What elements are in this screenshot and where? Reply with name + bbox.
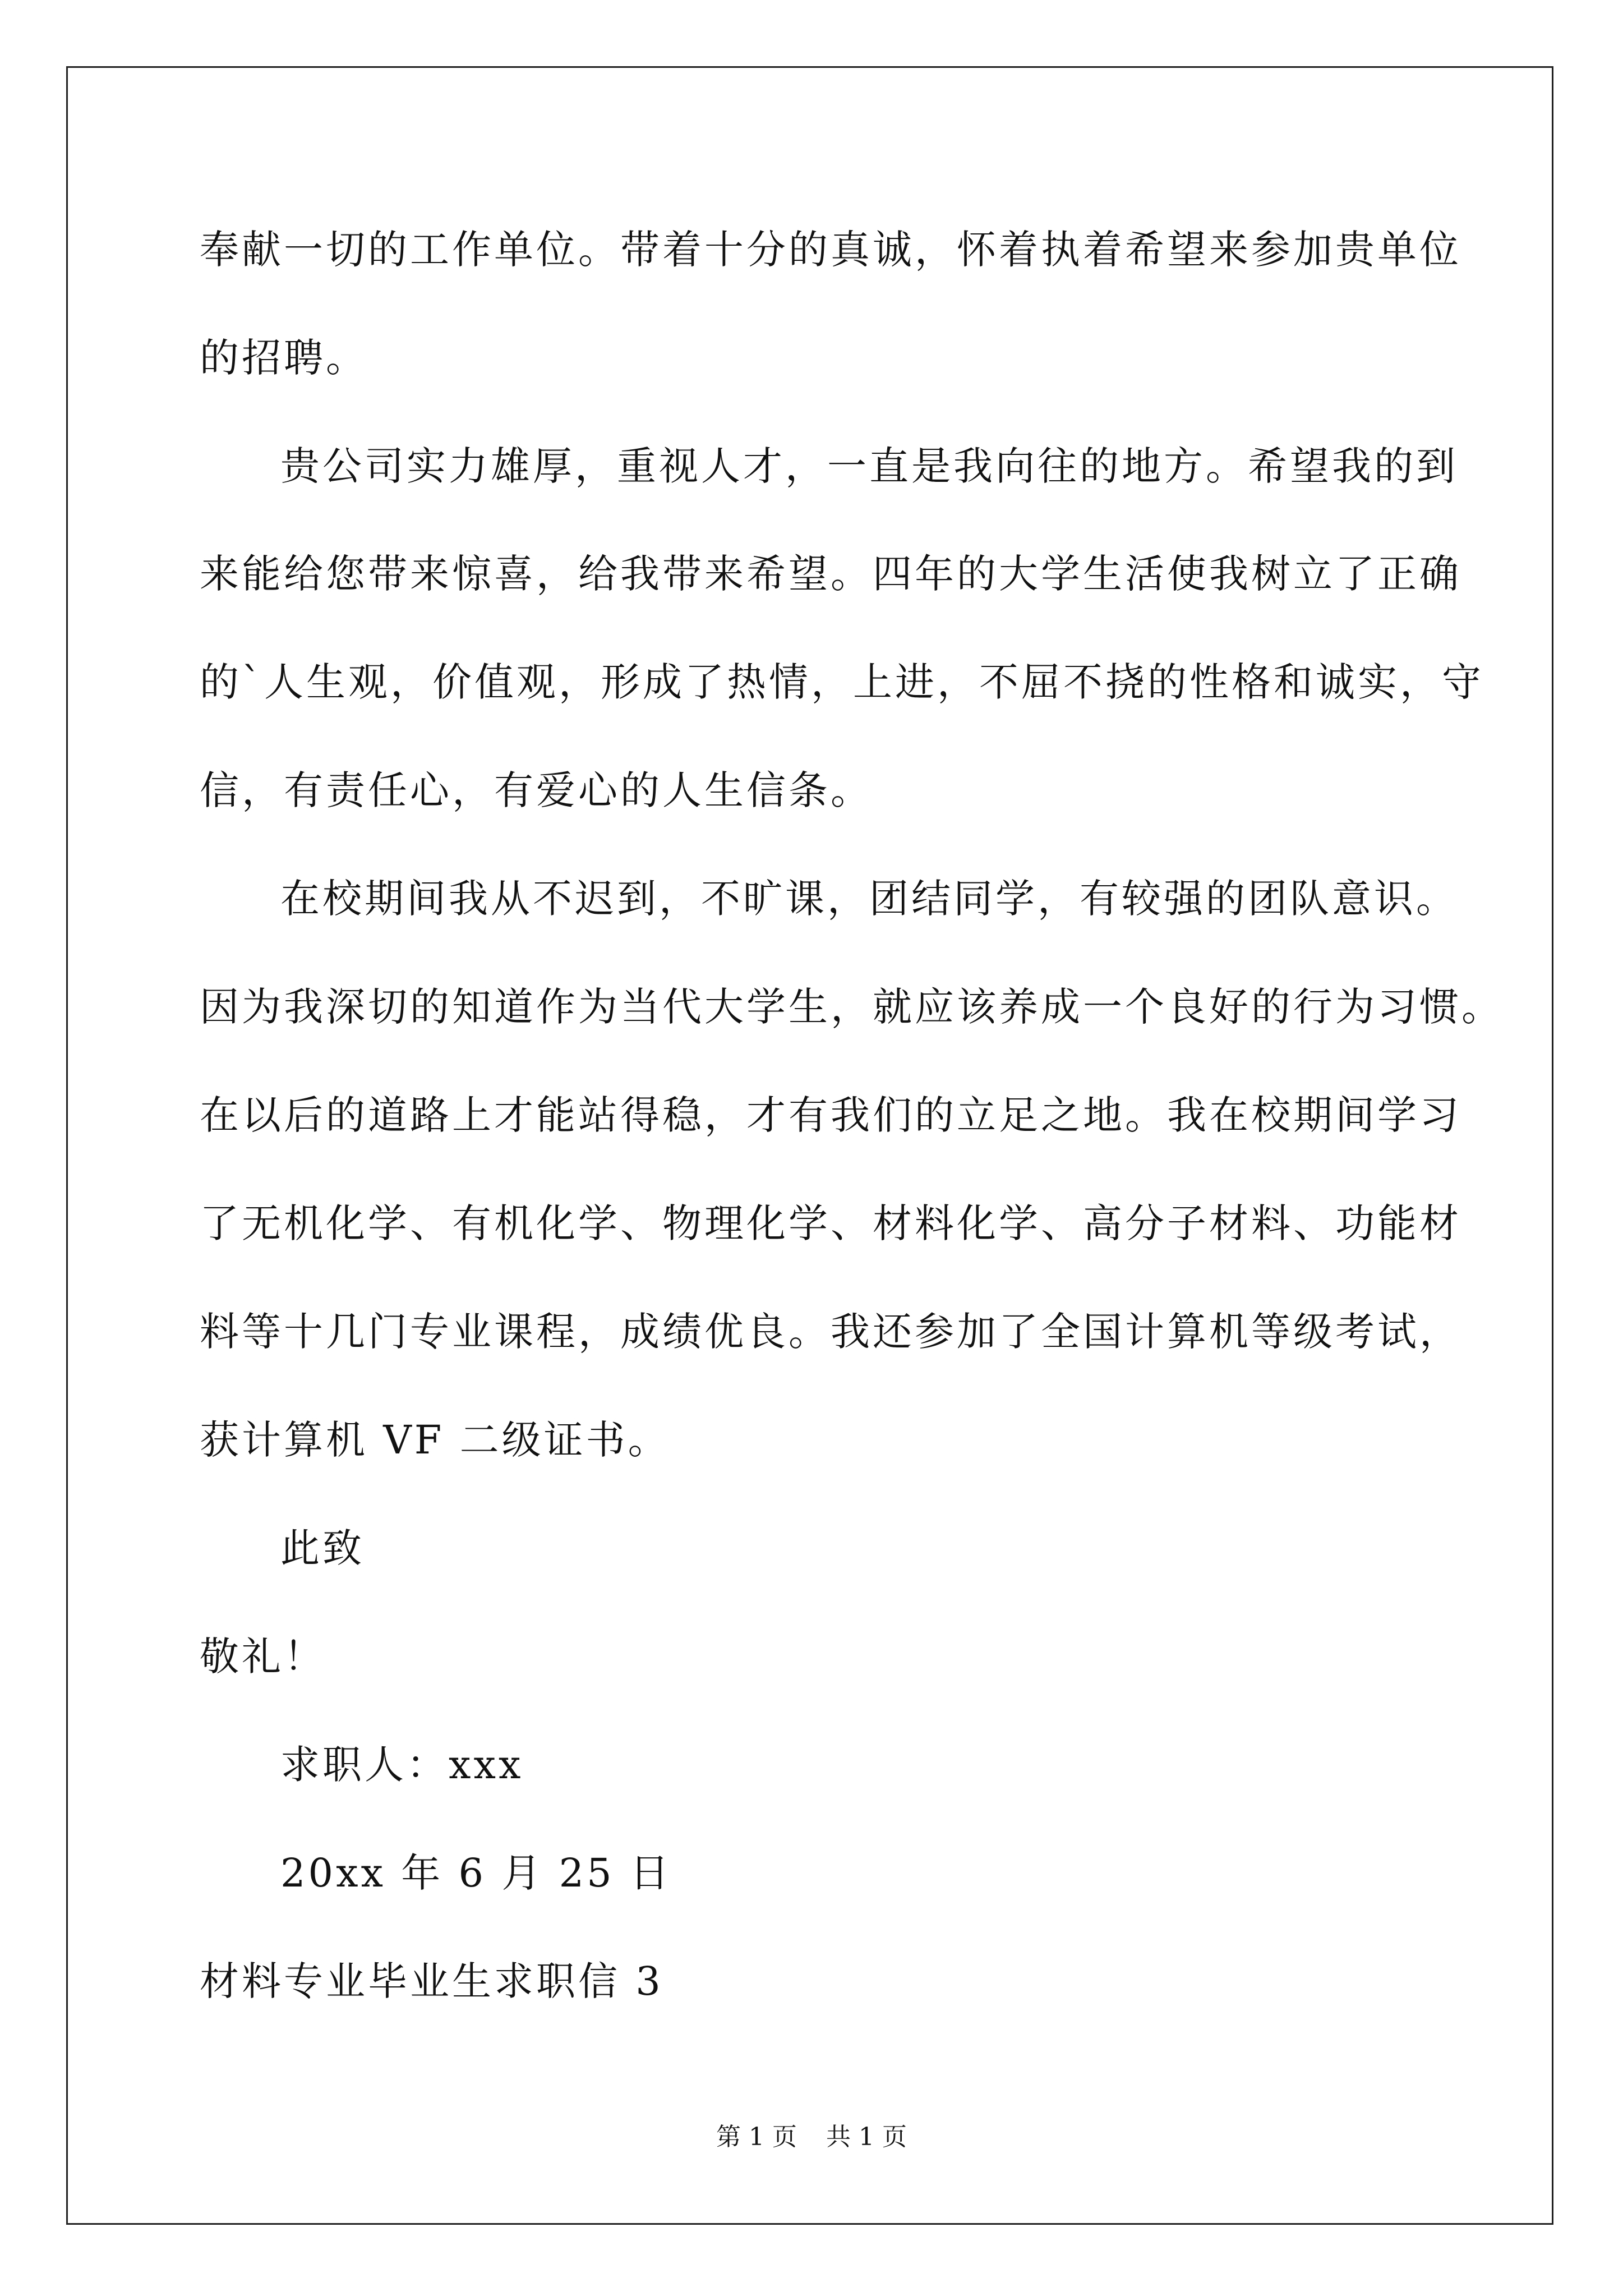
page-border — [66, 66, 1553, 2225]
letter-date: 20xx 年 6 月 25 日 — [280, 1850, 672, 1896]
closing-regards: 敬礼！ — [200, 1634, 326, 1680]
body-line-10: 了无机化学、有机化学、物理化学、材料化学、高分子材料、功能材 — [200, 1200, 1461, 1246]
body-line-8: 因为我深切的知道作为当代大学生，就应该养成一个良好的行为习惯。 — [200, 984, 1504, 1030]
page-number-total: 共 1 页 — [826, 2123, 907, 2151]
body-line-2: 的招聘。 — [200, 335, 368, 381]
body-line-9: 在以后的道路上才能站得稳，才有我们的立足之地。我在校期间学习 — [200, 1092, 1461, 1138]
body-line-7: 在校期间我从不迟到，不旷课，团结同学，有较强的团队意识。 — [280, 876, 1458, 922]
applicant-signature: 求职人：xxx — [280, 1742, 524, 1788]
body-line-4: 来能给您带来惊喜，给我带来希望。四年的大学生活使我树立了正确 — [200, 551, 1461, 597]
body-line-11: 料等十几门专业课程，成绩优良。我还参加了全国计算机等级考试， — [200, 1309, 1461, 1355]
body-line-1: 奉献一切的工作单位。带着十分的真诚，怀着执着希望来参加贵单位 — [200, 227, 1461, 273]
page-number-current: 第 1 页 — [716, 2123, 797, 2151]
body-line-3: 贵公司实力雄厚，重视人才，一直是我向往的地方。希望我的到 — [280, 443, 1458, 489]
body-line-5: 的`人生观，价值观，形成了热情，上进，不屈不挠的性格和诚实，守 — [200, 659, 1484, 705]
body-line-12: 获计算机 VF 二级证书。 — [200, 1417, 670, 1463]
closing-salutation: 此致 — [280, 1525, 365, 1571]
body-line-6: 信，有责任心，有爱心的人生信条。 — [200, 767, 873, 813]
page-footer — [0, 2125, 1623, 2150]
next-section-heading: 材料专业毕业生求职信 3 — [200, 1958, 663, 2004]
